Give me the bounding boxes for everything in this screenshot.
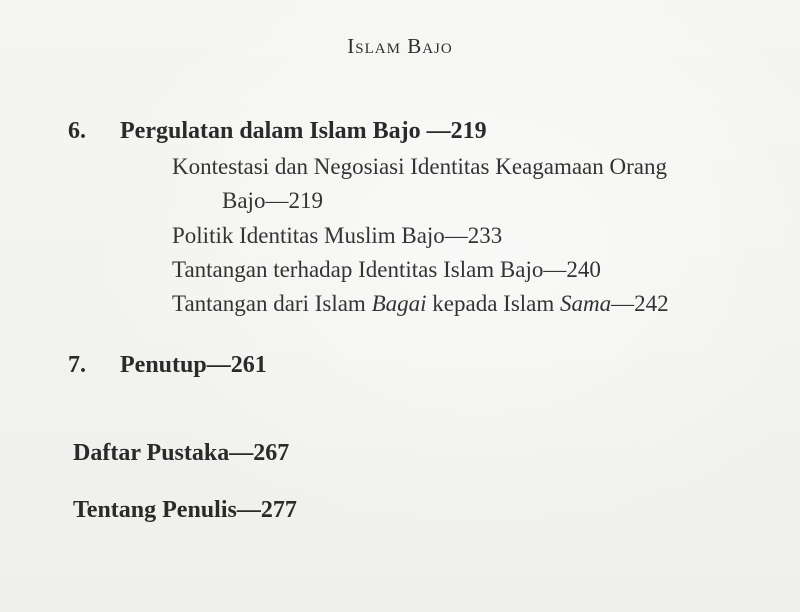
toc-entry-politik (172, 223, 502, 249)
toc-entry-line: Politik Identitas Muslim Bajo—233 (172, 223, 503, 248)
toc-entry-tantangan-dari (172, 291, 669, 317)
toc-entry-tantangan-terhadap (172, 257, 601, 283)
chapter-title: Penutup—261 (120, 352, 267, 378)
toc-daftar-pustaka: Daftar Pustaka—267 (73, 440, 290, 466)
chapter-7-heading (68, 352, 267, 379)
toc-entry-kontestasi (172, 154, 667, 180)
running-head: Islam Bajo (347, 34, 453, 58)
toc-entry-kontestasi-continued (222, 188, 323, 214)
chapter-title: Pergulatan dalam Islam Bajo —219 (120, 118, 487, 144)
toc-tentang-penulis: Tentang Penulis—277 (73, 497, 297, 523)
toc-entry-text: Tantangan dari Islam (172, 291, 372, 316)
chapter-6-heading (68, 118, 487, 145)
toc-entry-line: Tantangan terhadap Identitas Islam Bajo—240 (172, 257, 601, 282)
toc-entry-text: —242 (611, 291, 669, 316)
chapter-number: 7. (68, 352, 86, 378)
toc-entry-line: Bajo—219 (222, 188, 323, 213)
toc-entry-italic-sama: Sama (560, 291, 612, 316)
chapter-number: 6. (68, 118, 86, 144)
toc-entry-line: Kontestasi dan Negosiasi Identitas Keagamaan Orang (172, 154, 667, 179)
toc-entry-text: kepada Islam (426, 291, 561, 316)
toc-entry-italic-bagai: Bagai (371, 291, 427, 316)
